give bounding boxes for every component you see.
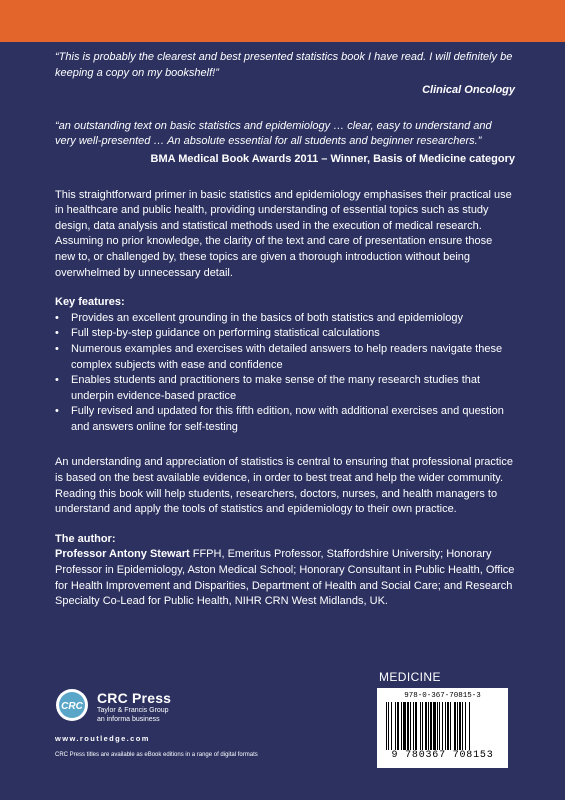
ebook-note: CRC Press titles are available as eBook editions in a range of digital formats: [55, 752, 258, 758]
review-2: [55, 119, 515, 168]
author-heading: The author:: [55, 532, 116, 545]
subject-category: MEDICINE: [379, 670, 441, 684]
feature-item: • Enables students and practitioners to make sense of the many research studies that underpin evidence-based practice: [55, 373, 515, 404]
review-1: [55, 50, 515, 99]
publisher-business: an informa business: [97, 716, 160, 723]
review-source: Clinical Oncology: [422, 84, 515, 97]
review-quote: “an outstanding text on basic statistics and epidemiology … clear, easy to understand and very well-presented … An absolute essential for all students and beginner researchers.”: [55, 119, 492, 148]
feature-item: • Full step-by-step guidance on performing statistical calculations: [55, 326, 515, 342]
author-bio: [55, 547, 515, 609]
crc-logo-text: CRC: [61, 701, 83, 712]
top-orange-band: [0, 0, 565, 42]
author-description: FFPH, Emeritus Professor, Staffordshire University; Honorary Professor in Epidemiology, Aston Medical School; Honorary Consultant in Public Health, Office for Health Improvement and Disparities, Department of Health and Social Care; and Research Specialty Co-Lead for Public Health, NIHR CRN West Midlands, UK.: [55, 548, 515, 608]
feature-item: • Provides an excellent grounding in the basics of both statistics and epidemiology: [55, 311, 515, 327]
closing-paragraph: An understanding and appreciation of statistics is central to ensuring that professional practice is based on the best available evidence, in order to best treat and help the wider community. Reading this book will help students, researchers, doctors, nurses, and health managers to understand and apply the tools of statistics and epidemiology to their own practice.: [55, 456, 513, 516]
crc-press-logo: [55, 688, 89, 722]
publisher-group: Taylor & Francis Group: [97, 707, 169, 714]
intro-paragraph: This straightforward primer in basic statistics and epidemiology emphasises their practical use in healthcare and public health, providing understanding of essential topics such as study design, data analysis and statistical methods used in the execution of medical research. Assuming no prior knowledge, the clarity of the text and care of presentation ensure those new to, or challenged by, these topics are given a thorough introduction without being overwhelmed by unnecessary detail.: [55, 188, 512, 279]
back-cover-text: [55, 50, 515, 610]
review-quote: “This is probably the clearest and best presented statistics book I have read. I will definitely be keeping a copy on my bookshelf!”: [55, 51, 513, 79]
publisher-name: CRC Press: [97, 690, 172, 706]
feature-item: • Numerous examples and exercises with detailed answers to help readers navigate these complex subjects with ease and confidence: [55, 342, 515, 373]
crc-wordmark: [97, 690, 171, 724]
author-name: Professor Antony Stewart: [55, 548, 190, 561]
isbn-text: 978-0-367-70815-3: [404, 692, 481, 700]
features-list: [55, 311, 515, 436]
review-source: BMA Medical Book Awards 2011 – Winner, Basis of Medicine category: [150, 152, 515, 165]
barcode-bars: [385, 702, 502, 752]
isbn-digits: 9 780367 708153: [377, 750, 508, 761]
feature-item: • Fully revised and updated for this fifth edition, now with additional exercises and question and answers online for self-testing: [55, 404, 515, 435]
publisher-url[interactable]: www.routledge.com: [55, 734, 150, 743]
features-heading: Key features:: [55, 296, 125, 309]
isbn-barcode: [377, 688, 508, 768]
